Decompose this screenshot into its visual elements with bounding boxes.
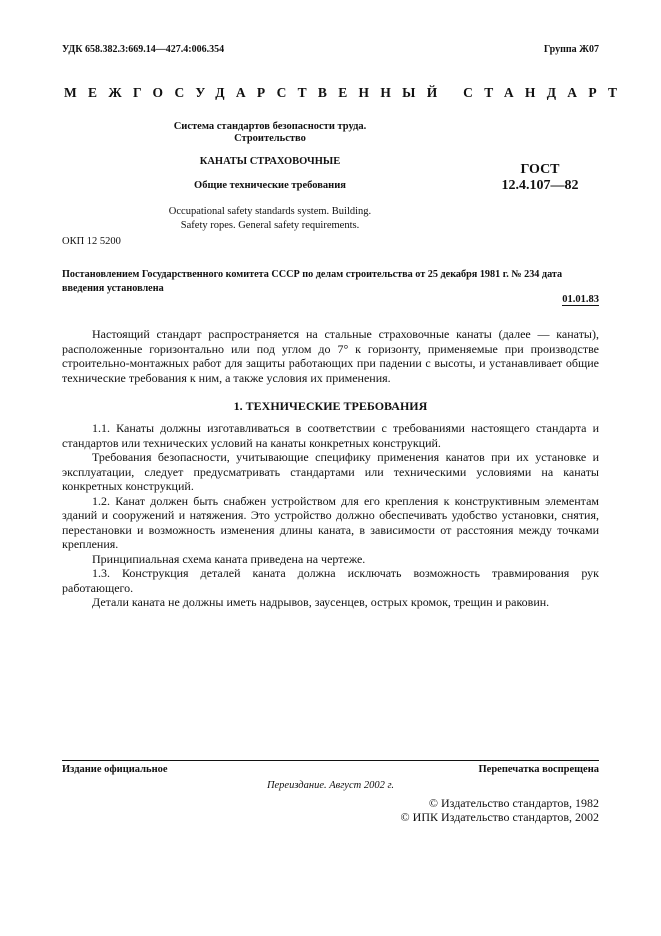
effective-date: 01.01.83: [562, 294, 599, 305]
section-title: 1. ТЕХНИЧЕСКИЕ ТРЕБОВАНИЯ: [233, 399, 428, 413]
intro-paragraph: Настоящий стандарт распространяется на стальные страховочные канаты (далее — канаты), расположенные горизонтально или под углом до 7° к горизонту, применяемые при производстве строительно-монтажных работ для защиты работающих при падении с высоты, и устанавливает общие технические требования к ним, а также условия их применения.: [62, 327, 599, 385]
system-title-line2: Строительство: [234, 133, 306, 144]
english-title-line2: Safety ropes. General safety requirements.: [180, 219, 360, 231]
document-title: КАНАТЫ СТРАХОВОЧНЫЕ: [199, 156, 341, 167]
gost-label: ГОСТ: [520, 162, 560, 177]
document-subtitle: Общие технические требования: [194, 180, 346, 191]
group-code: Группа Ж07: [543, 44, 599, 55]
paragraph-1-2: 1.2. Канат должен быть снабжен устройством для его крепления к конструктивным элементам зданий и сооружений и натяжения. Это устройство должно обеспечивать удобство установки, снятия, перестановки и возможность изменения длины каната, в зависимости от расстояния между точками крепления.: [62, 493, 599, 551]
footer-divider: [62, 760, 599, 761]
reissue-note: Переиздание. Август 2002 г.: [266, 780, 395, 791]
official-edition: Издание официальное: [62, 764, 168, 775]
paragraph-1-3: 1.3. Конструкция деталей каната должна исключать возможность травмирования рук работающего.: [62, 566, 599, 595]
reprint-notice: Перепечатка воспрещена: [478, 764, 599, 775]
decree-text: Постановлением Государственного комитета СССР по делам строительства от 25 декабря 1981 г. № 234 дата введения установлена: [62, 269, 563, 294]
paragraph-1-1: 1.1. Канаты должны изготавливаться в соответствии с требованиями настоящего стандарта и стандартов или технических условий на канаты конкретных конструкций.: [62, 421, 599, 450]
gost-block: [470, 162, 610, 194]
paragraph-scheme: Принципиальная схема каната приведена на чертеже.: [92, 551, 366, 566]
intro-block: [62, 327, 599, 385]
paragraph-defects: Детали каната не должны иметь надрывов, заусенцев, острых кромок, трещин и раковин.: [92, 595, 550, 609]
copyright-2002: © ИПК Издательство стандартов, 2002: [400, 810, 599, 824]
paragraph-safety: Требования безопасности, учитывающие специфику применения канатов при их установке и эксплуатации, следует предусматривать стандартами или техническими условиями на канаты конкретных конструкций.: [62, 450, 599, 493]
requirements-block: [62, 421, 599, 610]
system-title-line1: Система стандартов безопасности труда.: [173, 121, 367, 132]
copyright-1982: © Издательство стандартов, 1982: [428, 796, 599, 810]
okp-code: ОКП 12 5200: [62, 236, 121, 247]
english-title-line1: Occupational safety standards system. Building.: [168, 206, 372, 217]
standard-banner: МЕЖГОСУДАРСТВЕННЫЙ СТАНДАРТ: [64, 85, 629, 100]
english-title: [120, 205, 420, 232]
udk-code: УДК 658.382.3:669.14—427.4:006.354: [62, 44, 225, 55]
gost-number: 12.4.107—82: [501, 178, 579, 193]
